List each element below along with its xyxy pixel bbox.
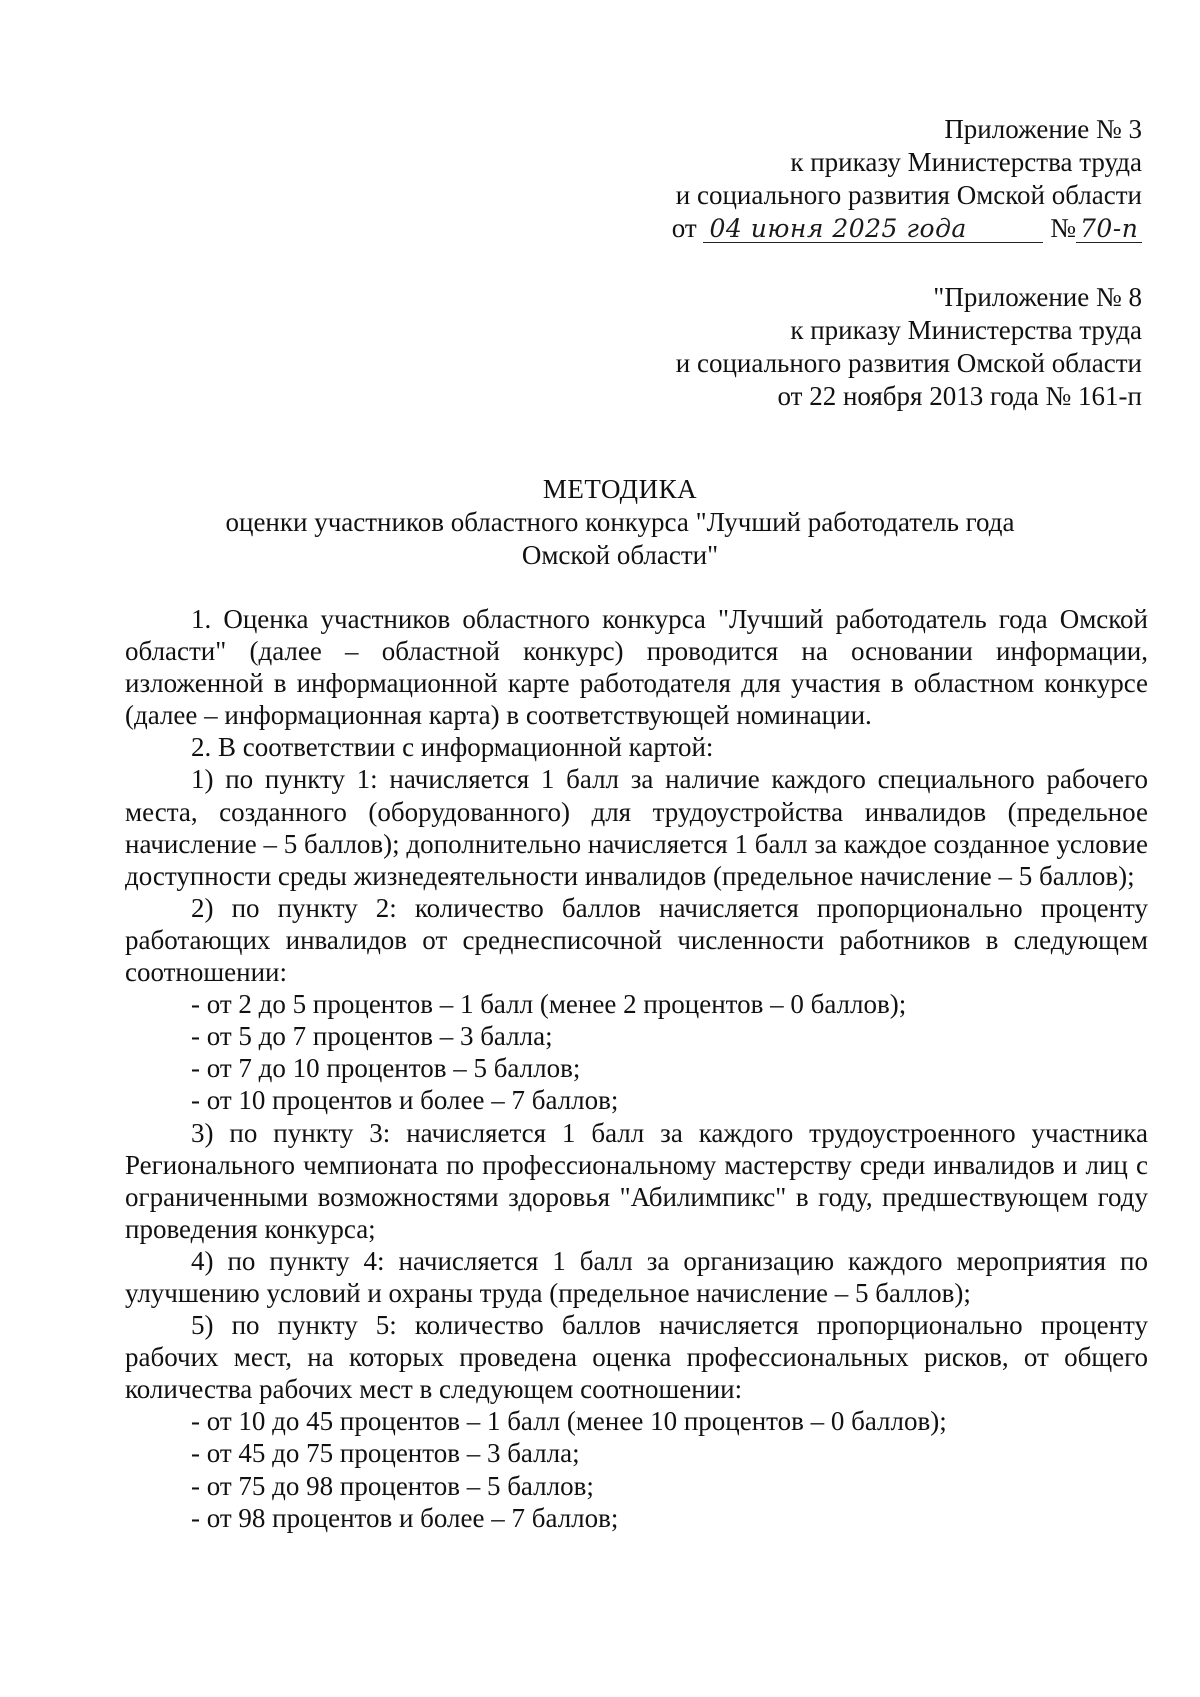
attachment-8-date: от 22 ноября 2013 года № 161-п [777, 381, 1142, 411]
handwritten-number-field [1076, 215, 1142, 243]
attachment-3-title: Приложение № 3 [944, 114, 1142, 144]
item-5: 5) по пункту 5: количество баллов начисляется пропорционально проценту рабочих мест, на которых проведена оценка профессиональных рисков, от общего количества рабочих мест в следующем соотношении: [125, 1310, 1148, 1405]
document-body [125, 603, 1148, 1534]
attachment-8-order-ref: к приказу Министерства труда [790, 315, 1142, 345]
title-subtitle-line1: оценки участников областного конкурса "Лучший работодатель года [225, 507, 1015, 537]
item-2-bullet-2: - от 5 до 7 процентов – 3 балла; [191, 1021, 553, 1052]
handwritten-number: 70-п [1080, 214, 1139, 243]
item-1: 1) по пункту 1: начисляется 1 балл за наличие каждого специального рабочего места, созданного (оборудованного) для трудоустройства инвалидов (предельное начисление – 5 баллов); дополнительно начисляется 1 балл за каждое созданное условие доступности среды жизнедеятельности инвалидов (предельное начисление – 5 баллов); [125, 764, 1148, 891]
item-4: 4) по пункту 4: начисляется 1 балл за организацию каждого мероприятия по улучшению условий и охраны труда (предельное начисление – 5 баллов); [125, 1245, 1148, 1308]
item-3: 3) по пункту 3: начисляется 1 балл за каждого трудоустроенного участника Регионального чемпионата по профессиональному мастерству среди инвалидов и лиц с ограниченными возможностями здоровья "Абилимпикс" в году, предшествующем году проведения конкурса; [125, 1117, 1148, 1244]
attachment-3-header [672, 113, 1142, 245]
handwritten-date: 04 июня 2025 года [709, 214, 967, 243]
attachment-8-title: "Приложение № 8 [933, 282, 1142, 312]
item-5-bullet-3: - от 75 до 98 процентов – 5 баллов; [191, 1470, 594, 1501]
item-5-bullet-4: - от 98 процентов и более – 7 баллов; [191, 1502, 619, 1533]
attachment-8-ministry: и социального развития Омской области [675, 348, 1142, 378]
attachment-3-date-line [672, 212, 1142, 245]
title-main: МЕТОДИКА [542, 474, 698, 504]
paragraph-2: 2. В соответствии с информационной картой: [191, 732, 714, 763]
date-prefix: от [671, 213, 697, 243]
title-subtitle-line2: Омской области" [521, 540, 719, 570]
paragraph-1: 1. Оценка участников областного конкурса "Лучший работодатель года Омской области" (далее – областной конкурс) проводится на основании информации, изложенной в информационной карте работодателя для участия в областном конкурсе (далее – информационная карта) в соответствующей номинации. [125, 604, 1148, 731]
attachment-3-order-ref: к приказу Министерства труда [790, 147, 1142, 177]
attachment-8-header [676, 281, 1142, 413]
item-2: 2) по пункту 2: количество баллов начисляется пропорционально проценту работающих инвалидов от среднесписочной численности работников в следующем соотношении: [125, 892, 1148, 988]
item-2-bullet-1: - от 2 до 5 процентов – 1 балл (менее 2 процентов – 0 баллов); [191, 989, 907, 1020]
item-5-bullet-2: - от 45 до 75 процентов – 3 балла; [191, 1438, 580, 1469]
attachment-3-ministry: и социального развития Омской области [675, 180, 1142, 210]
document-title [0, 473, 1200, 572]
item-5-bullet-1: - от 10 до 45 процентов – 1 балл (менее 10 процентов – 0 баллов); [191, 1406, 947, 1437]
item-2-bullet-4: - от 10 процентов и более – 7 баллов; [191, 1085, 619, 1116]
handwritten-date-field [703, 215, 1043, 243]
item-2-bullet-3: - от 7 до 10 процентов – 5 баллов; [191, 1053, 581, 1084]
number-prefix: № [1050, 213, 1076, 243]
